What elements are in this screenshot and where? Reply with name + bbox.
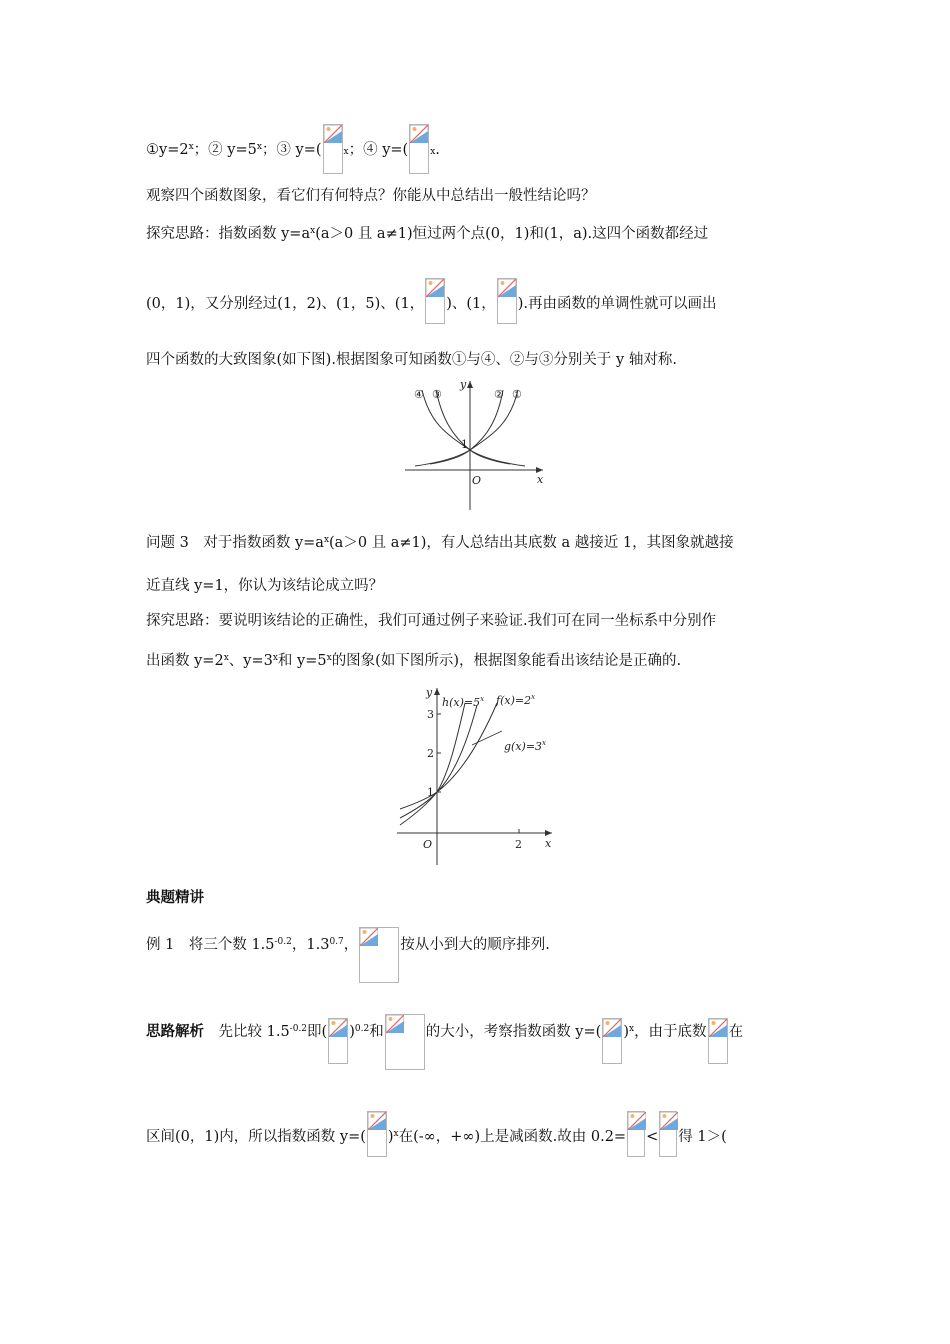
y-axis-label: y	[460, 378, 467, 391]
paragraph: 区间(0，1)内，所以指数函数 y=( )$^x$在(-∞，+∞)上是减函数.故由 0.2= < 得 1＞(	[146, 1127, 727, 1157]
exponential-comparison-graph	[392, 683, 562, 868]
one-label: 1	[461, 438, 468, 451]
f-label: $f(x)=2^x$	[496, 693, 536, 707]
paragraph: (0，1)，又分别经过(1，2)、(1，5)、(1， )、(1， ).再由函数的单调性就可以画出	[146, 294, 717, 324]
x-axis-label: x	[545, 837, 552, 850]
section-heading: 典题精讲	[146, 890, 204, 906]
origin-label: O	[472, 474, 482, 487]
curve-2	[415, 390, 503, 466]
paragraph: 观察四个函数图象，看它们有何特点？你能从中总结出一般性结论吗？	[146, 188, 596, 204]
function-list: $①y=2^x$；② $y=5^x$；③ y=( x；④ y=( x.	[146, 140, 440, 174]
paragraph: 近直线 y=1，你认为该结论成立吗？	[146, 578, 384, 594]
paragraph: 问题 3 对于指数函数 $y=a^x(a>0$ 且 a≠1)，有人总结出其底数 a 越接近 1，其图象就越接	[146, 535, 734, 551]
x-arrow	[545, 830, 552, 836]
g-leader	[472, 731, 502, 745]
example-statement: 例 1 将三个数 $1.5^{-0.2}$，$1.3^{0.7}$， 按从小到大的顺序排列.	[146, 935, 550, 983]
curve-h	[400, 703, 465, 825]
curve-3	[436, 390, 525, 466]
g-label: $g(x)=3^x$	[504, 739, 546, 753]
curve-f	[400, 703, 497, 809]
broken-image-icon	[359, 927, 399, 983]
broken-image-icon	[659, 1111, 677, 1157]
broken-image-icon	[385, 1014, 425, 1070]
broken-image-icon	[497, 278, 517, 324]
tick-label-x2: 2	[515, 838, 522, 851]
h-label: $h(x)=5^x$	[442, 695, 485, 709]
broken-image-icon	[409, 124, 429, 174]
origin-label: O	[423, 838, 433, 851]
broken-image-icon	[367, 1111, 387, 1157]
curve-label-3: ③	[432, 388, 442, 401]
curve-label-2: ②	[494, 388, 504, 401]
y-axis-label: y	[426, 686, 433, 699]
broken-image-icon	[602, 1018, 622, 1064]
analysis-paragraph: 思路解析 先比较 $1.5^{-0.2}$即( )$^{0.2}$和 的大小，考察指数函数 y=( )$^x$，由于底数 在	[146, 1022, 743, 1070]
tick-label-1: 1	[427, 786, 434, 799]
broken-image-icon	[708, 1018, 728, 1064]
broken-image-icon	[328, 1018, 348, 1064]
tick-label-3: 3	[427, 708, 434, 721]
curve-label-4: ④	[414, 388, 424, 401]
paragraph: 出函数 $y=2^x$、$y=3^x$和 $y=5^x$的图象(如下图所示)，根据图象能看出该结论是正确的.	[146, 653, 682, 669]
y-arrow	[467, 381, 473, 388]
broken-image-icon	[627, 1111, 645, 1157]
curve-label-1: ①	[512, 388, 522, 401]
paragraph: 探究思路：指数函数 $y=a^x(a>0$ 且 a≠1)恒过两个点(0，1)和(1，a).这四个函数都经过	[146, 226, 709, 242]
y-arrow	[434, 688, 440, 695]
tick-label-2: 2	[427, 747, 434, 760]
paragraph: 四个函数的大致图象(如下图).根据图象可知函数①与④、②与③分别关于 y 轴对称.	[146, 352, 677, 368]
symmetric-exponential-graph	[400, 378, 550, 513]
x-axis-label: x	[537, 473, 544, 486]
broken-image-icon	[323, 124, 343, 174]
broken-image-icon	[425, 278, 445, 324]
paragraph: 探究思路：要说明该结论的正确性，我们可通过例子来验证.我们可在同一坐标系中分别作	[146, 613, 717, 629]
